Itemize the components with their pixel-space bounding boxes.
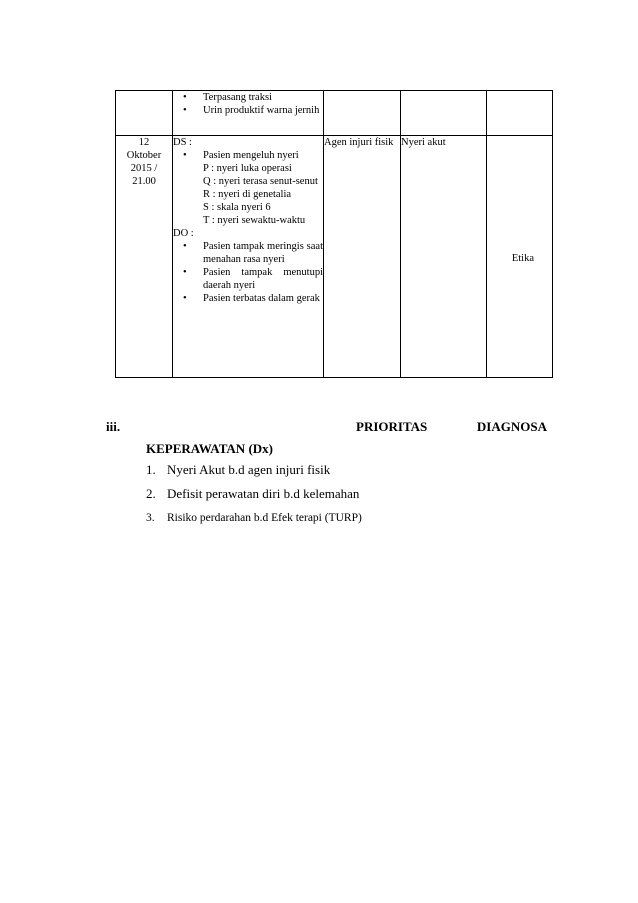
- ds-bullets: [173, 149, 323, 162]
- etiology-cell-empty: [324, 91, 401, 136]
- table-row-continuation: [116, 91, 553, 136]
- signature-text: Etika: [511, 253, 534, 264]
- date-cell-empty: [116, 91, 173, 136]
- bullet-icon: •: [183, 150, 187, 161]
- nursing-analysis-table: [115, 90, 553, 378]
- continuation-bullets: [173, 91, 323, 117]
- list-item: 3. Risiko perdarahan b.d Efek terapi (TURP): [146, 512, 362, 524]
- bullet-item: • Pasien mengeluh nyeri: [183, 150, 299, 161]
- do-label: DO :: [173, 228, 194, 239]
- pqrst-list: P : nyeri luka operasi Q : nyeri terasa senut-senut R : nyeri di genetalia S : skala nyeri 6 T : nyeri sewaktu-waktu: [203, 163, 318, 226]
- data-cell-continuation: [173, 91, 324, 136]
- section-heading-line2: KEPERAWATAN (Dx): [146, 441, 273, 456]
- bullet-item: • Pasien tampak meringis saat menahan rasa nyeri: [183, 241, 323, 265]
- problem-cell: Nyeri akut: [401, 136, 487, 378]
- section-word-prioritas: PRIORITAS: [356, 419, 428, 434]
- signature-cell: [487, 136, 553, 378]
- section-number: iii.: [106, 419, 121, 434]
- bullet-icon: •: [183, 293, 187, 304]
- bullet-item: • Urin produktif warna jernih: [183, 105, 320, 116]
- bullet-icon: •: [183, 92, 187, 103]
- etiology-cell: Agen injuri fisik: [324, 136, 401, 378]
- bullet-icon: •: [183, 105, 187, 116]
- signature-cell-empty: [487, 91, 553, 136]
- table-row-main: [116, 136, 553, 378]
- bullet-icon: •: [183, 267, 187, 278]
- bullet-item: • Terpasang traksi: [183, 92, 272, 103]
- bullet-item: • Pasien tampak menutupi daerah nyeri: [183, 267, 323, 291]
- data-cell: [173, 136, 324, 378]
- bullet-item: • Pasien terbatas dalam gerak: [183, 293, 320, 304]
- problem-cell-empty: [401, 91, 487, 136]
- section-word-diagnosa: DIAGNOSA: [476, 419, 547, 434]
- ds-label: DS :: [173, 137, 192, 148]
- list-item: 1. Nyeri Akut b.d agen injuri fisik: [146, 462, 331, 477]
- diagnosis-list: [146, 462, 362, 534]
- list-item: 2. Defisit perawatan diri b.d kelemahan: [146, 486, 360, 501]
- date-cell: 12 Oktober 2015 / 21.00: [116, 136, 173, 378]
- do-bullets: [173, 240, 323, 305]
- bullet-icon: •: [183, 241, 187, 252]
